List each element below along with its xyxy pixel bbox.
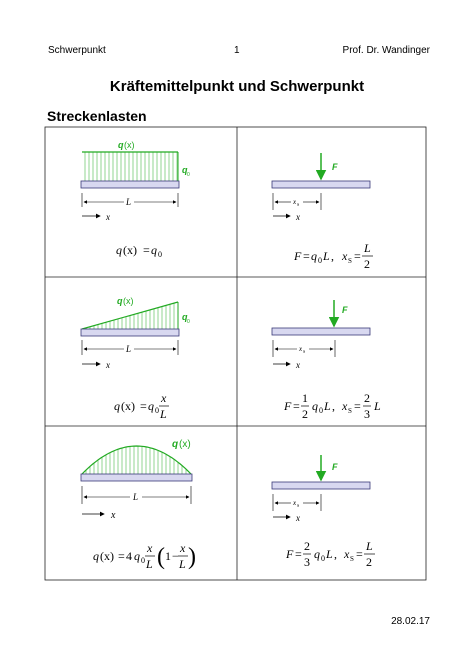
svg-text:2: 2 <box>304 539 310 553</box>
x-axis-label: x <box>296 360 300 370</box>
svg-text:,: , <box>334 547 337 561</box>
svg-text:,: , <box>332 399 335 413</box>
svg-text:0: 0 <box>319 406 323 415</box>
svg-text:4: 4 <box>126 549 132 563</box>
svg-text:1: 1 <box>302 391 308 405</box>
beam <box>81 181 179 188</box>
svg-text:(x): (x) <box>121 399 135 413</box>
length-label: L <box>133 492 139 502</box>
svg-text:q: q <box>314 547 320 561</box>
svg-text:L: L <box>374 399 381 413</box>
load-label-q0: q <box>182 312 188 322</box>
svg-text:=: = <box>140 399 147 413</box>
x-axis-label: x <box>111 510 116 521</box>
svg-text:S: S <box>348 257 352 265</box>
header-author: Prof. Dr. Wandinger <box>342 45 430 56</box>
svg-text:=: = <box>303 249 310 263</box>
resultant-diagram-3 <box>272 455 370 523</box>
svg-text:x: x <box>344 547 350 561</box>
svg-text:x: x <box>342 249 348 263</box>
svg-text:q: q <box>134 549 140 563</box>
svg-text:1: 1 <box>165 549 171 563</box>
svg-text:L: L <box>326 547 333 561</box>
load-label-arg: (x) <box>123 296 134 306</box>
svg-text:q: q <box>114 399 120 413</box>
footer-date: 28.02.17 <box>391 616 430 627</box>
load-label-q: q <box>117 296 123 306</box>
svg-text:2: 2 <box>364 391 370 405</box>
formula-load-2 <box>114 391 169 421</box>
svg-text:L: L <box>179 557 186 571</box>
svg-text:=: = <box>356 547 363 561</box>
svg-text:S: S <box>303 349 306 354</box>
svg-text:S: S <box>297 202 300 207</box>
svg-text:0: 0 <box>158 250 162 259</box>
formula-load-3 <box>93 541 196 571</box>
beam <box>272 181 370 188</box>
svg-text:x: x <box>161 391 167 405</box>
triangular-load-diagram <box>81 296 190 370</box>
centroid-distance-label: x <box>299 345 303 353</box>
table-grid <box>45 127 426 580</box>
svg-text:): ) <box>188 544 196 570</box>
svg-text:q: q <box>93 549 99 563</box>
svg-text:L: L <box>324 399 331 413</box>
load-label-q: q <box>172 439 179 450</box>
svg-text:(: ( <box>157 544 165 570</box>
page-title: Kräftemittelpunkt und Schwerpunkt <box>109 78 365 95</box>
beam <box>81 329 179 336</box>
formula-load-1 <box>116 243 162 259</box>
svg-text:2: 2 <box>302 407 308 421</box>
svg-text:2: 2 <box>366 555 372 569</box>
svg-text:3: 3 <box>304 555 310 569</box>
load-label-arg: (x) <box>124 140 135 150</box>
svg-text:(x): (x) <box>123 243 137 257</box>
svg-text:=: = <box>295 547 302 561</box>
svg-text:x: x <box>342 399 348 413</box>
svg-text:3: 3 <box>364 407 370 421</box>
svg-text:F: F <box>286 547 294 561</box>
constant-load-diagram <box>81 140 190 222</box>
load-label-arg: (x) <box>179 439 191 450</box>
svg-text:q: q <box>151 243 157 257</box>
svg-text:x: x <box>147 541 153 555</box>
svg-text:=: = <box>354 249 361 263</box>
svg-text:q: q <box>311 249 317 263</box>
svg-text:S: S <box>350 555 354 563</box>
svg-text:L: L <box>364 241 371 255</box>
resultant-diagram-2 <box>272 300 370 370</box>
parabolic-load-diagram <box>81 439 192 521</box>
svg-text:=: = <box>118 549 125 563</box>
load-label-q0: q <box>182 165 188 175</box>
section-heading: Streckenlasten <box>47 108 147 124</box>
svg-text:0: 0 <box>155 406 159 415</box>
load-label-q: q <box>118 140 124 150</box>
formula-result-3 <box>285 539 375 569</box>
length-label: L <box>126 197 132 207</box>
formula-result-1 <box>293 241 373 271</box>
svg-text:=: = <box>354 399 361 413</box>
svg-text:q: q <box>148 399 154 413</box>
centroid-distance-label: x <box>293 198 297 206</box>
svg-text:q: q <box>116 243 122 257</box>
x-axis-label: x <box>296 513 300 523</box>
svg-text:−: − <box>172 549 179 563</box>
load-label-q0-sub: 0 <box>187 319 190 325</box>
svg-text:0: 0 <box>318 256 322 265</box>
beam <box>272 328 370 335</box>
resultant-diagram-1 <box>272 153 370 222</box>
svg-text:=: = <box>293 399 300 413</box>
svg-text:0: 0 <box>141 556 145 565</box>
svg-text:L: L <box>366 539 373 553</box>
svg-text:,: , <box>331 249 334 263</box>
force-label: F <box>342 305 348 315</box>
x-axis-label: x <box>296 212 300 222</box>
svg-text:L: L <box>160 407 167 421</box>
length-label: L <box>126 344 132 354</box>
svg-text:F: F <box>294 249 302 263</box>
svg-text:S: S <box>348 407 352 415</box>
force-label: F <box>332 462 338 472</box>
svg-text:F: F <box>284 399 292 413</box>
x-axis-label: x <box>106 360 110 370</box>
svg-text:0: 0 <box>321 554 325 563</box>
formula-result-2 <box>283 391 381 421</box>
svg-text:L: L <box>323 249 330 263</box>
svg-text:2: 2 <box>364 257 370 271</box>
load-hatching <box>85 152 177 181</box>
page-number: 1 <box>234 45 240 56</box>
beam <box>81 474 192 481</box>
load-curve <box>82 446 191 474</box>
svg-text:(x): (x) <box>100 549 114 563</box>
load-label-q0-sub: 0 <box>187 172 190 178</box>
svg-text:q: q <box>312 399 318 413</box>
svg-text:x: x <box>180 541 186 555</box>
svg-text:=: = <box>143 243 150 257</box>
svg-text:S: S <box>297 503 300 508</box>
svg-text:L: L <box>146 557 153 571</box>
x-axis-label: x <box>106 212 110 222</box>
force-label: F <box>332 162 338 172</box>
beam <box>272 482 370 489</box>
centroid-distance-label: x <box>293 499 297 507</box>
header-left-text: Schwerpunkt <box>48 45 106 56</box>
